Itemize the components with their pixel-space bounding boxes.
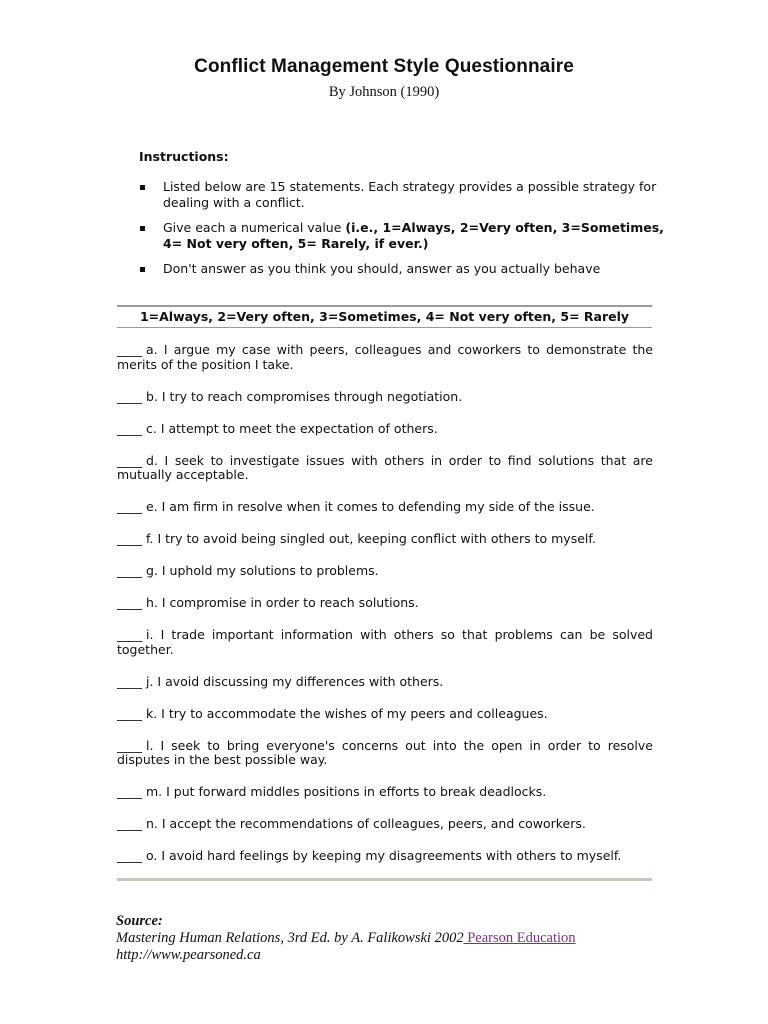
statement-text: f. I try to avoid being singled out, keeping conflict with others to myself. bbox=[146, 531, 596, 546]
statement-item bbox=[117, 343, 653, 372]
instruction-item bbox=[139, 261, 669, 277]
answer-blank[interactable]: ____ bbox=[117, 499, 142, 514]
document-title: Conflict Management Style Questionnaire bbox=[194, 56, 574, 77]
statement-item bbox=[117, 849, 653, 864]
statement-text: g. I uphold my solutions to problems. bbox=[146, 563, 379, 578]
answer-blank[interactable]: ____ bbox=[117, 816, 142, 831]
answer-blank[interactable]: ____ bbox=[117, 342, 142, 357]
statement-text: c. I attempt to meet the expectation of others. bbox=[146, 420, 438, 436]
statement-item bbox=[117, 628, 653, 657]
statement-text: h. I compromise in order to reach solutions. bbox=[146, 595, 419, 610]
answer-blank[interactable]: ____ bbox=[117, 848, 142, 863]
statement-item bbox=[117, 564, 653, 579]
publisher-link[interactable]: Pearson Education bbox=[463, 930, 576, 946]
statement-text: k. I try to accommodate the wishes of my peers and colleagues. bbox=[146, 705, 548, 721]
statement-text: m. I put forward middles positions in efforts to break deadlocks. bbox=[146, 784, 547, 799]
statement-item bbox=[117, 422, 653, 437]
divider-under-scale bbox=[117, 327, 652, 328]
statement-item bbox=[117, 500, 653, 515]
bullet-icon bbox=[140, 267, 145, 272]
statement-item bbox=[117, 739, 653, 768]
citation-text: Mastering Human Relations, 3rd Ed. by A. Falikowski 2002 bbox=[116, 930, 464, 946]
statement-item bbox=[117, 390, 653, 405]
statement-text: a. I argue my case with peers, colleagues and coworkers to demonstrate the merits of the position I take. bbox=[117, 342, 653, 372]
statement-text: b. I try to reach compromises through negotiation. bbox=[146, 388, 463, 404]
statement-item bbox=[117, 785, 653, 800]
source-citation bbox=[116, 930, 676, 947]
statement-list bbox=[117, 343, 653, 881]
source-label: Source: bbox=[116, 913, 163, 929]
bullet-icon bbox=[140, 226, 145, 231]
statement-text: n. I accept the recommendations of colleagues, peers, and coworkers. bbox=[146, 816, 586, 831]
divider-bottom bbox=[117, 878, 652, 881]
statement-text: e. I am firm in resolve when it comes to defending my side of the issue. bbox=[146, 499, 595, 514]
bullet-icon bbox=[140, 185, 145, 190]
statement-item bbox=[117, 596, 653, 611]
source-block bbox=[116, 913, 676, 964]
statement-item bbox=[117, 454, 653, 483]
instruction-item bbox=[139, 179, 669, 211]
answer-blank[interactable]: ____ bbox=[117, 420, 142, 436]
statement-item bbox=[117, 707, 653, 722]
answer-blank[interactable]: ____ bbox=[117, 452, 142, 468]
instruction-text: Listed below are 15 statements. Each strategy provides a possible strategy for dealing with a conflict. bbox=[163, 179, 657, 210]
instruction-bold-text: (i.e., 1=Always, 2=Very often, 3=Sometimes, 4= Not very often, 5= Rarely, if ever.) bbox=[163, 220, 664, 251]
answer-blank[interactable]: ____ bbox=[117, 784, 142, 799]
source-url: http://www.pearsoned.ca bbox=[116, 947, 261, 963]
statement-item bbox=[117, 675, 653, 690]
divider-top bbox=[117, 305, 652, 307]
statement-item bbox=[117, 817, 653, 832]
answer-blank[interactable]: ____ bbox=[117, 627, 142, 642]
instruction-text: Don't answer as you think you should, answer as you actually behave bbox=[163, 261, 601, 276]
answer-blank[interactable]: ____ bbox=[117, 563, 142, 578]
rating-scale: 1=Always, 2=Very often, 3=Sometimes, 4= Not very often, 5= Rarely bbox=[139, 309, 630, 324]
statement-text: l. I seek to bring everyone's concerns out into the open in order to resolve disputes in the best possible way. bbox=[117, 737, 653, 767]
instruction-text: Give each a numerical value bbox=[163, 220, 346, 235]
answer-blank[interactable]: ____ bbox=[117, 673, 142, 689]
answer-blank[interactable]: ____ bbox=[117, 595, 142, 610]
answer-blank[interactable]: ____ bbox=[117, 737, 142, 753]
statement-text: i. I trade important information with others so that problems can be solved together. bbox=[117, 627, 653, 657]
instruction-item bbox=[139, 220, 669, 252]
instructions-list bbox=[139, 179, 669, 286]
answer-blank[interactable]: ____ bbox=[117, 705, 142, 721]
statement-text: d. I seek to investigate issues with others in order to find solutions that are mutually acceptable. bbox=[117, 452, 653, 482]
answer-blank[interactable]: ____ bbox=[117, 388, 142, 404]
instructions-heading: Instructions: bbox=[139, 149, 229, 164]
statement-text: o. I avoid hard feelings by keeping my disagreements with others to myself. bbox=[146, 848, 622, 863]
statement-text: j. I avoid discussing my differences with others. bbox=[146, 673, 444, 689]
answer-blank[interactable]: ____ bbox=[117, 531, 142, 546]
document-author: By Johnson (1990) bbox=[328, 84, 440, 100]
statement-item bbox=[117, 532, 653, 547]
